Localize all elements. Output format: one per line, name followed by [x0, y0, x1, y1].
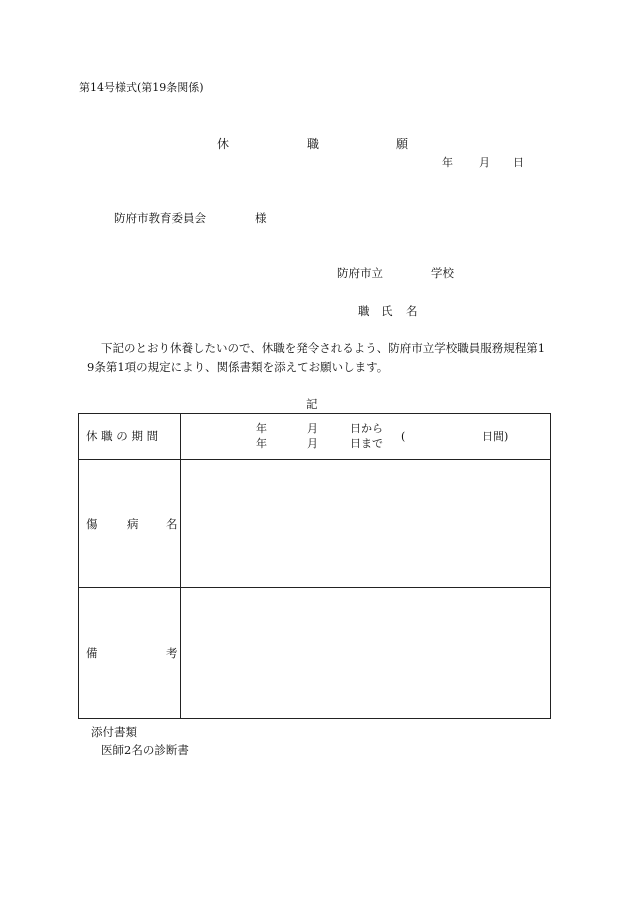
label-cell-leave-period [79, 414, 181, 459]
label-cell-disease-name [79, 460, 181, 587]
remarks-label-char-1: 備 [86, 646, 98, 660]
row-remarks [79, 588, 550, 719]
addressee-line [0, 213, 630, 225]
value-cell-remarks [181, 588, 550, 719]
attachments-heading: 添付書類 [91, 725, 137, 739]
date-line [0, 157, 630, 169]
row-disease-name [79, 460, 550, 588]
period-paren-open: ( [401, 430, 406, 443]
name-label-char-3: 名 [406, 304, 418, 318]
title-char-3: 願 [396, 137, 409, 151]
name-line [0, 306, 630, 318]
document-title [0, 138, 630, 152]
period-to-day: 日まで [350, 437, 383, 450]
label-cell-remarks [79, 588, 181, 719]
period-to-year: 年 [256, 437, 267, 450]
value-cell-leave-period [181, 414, 550, 459]
period-from-year: 年 [256, 422, 267, 435]
date-day-label: 日 [513, 156, 524, 169]
body-text-line-1: 下記のとおり休養したいので、休職を発令されるよう、防府市立学校職員服務規程第1 [101, 341, 546, 355]
disease-label-char-1: 傷 [86, 517, 98, 531]
period-to-month: 月 [307, 437, 318, 450]
body-text-line-2: 9条第1項の規定により、関係書類を添えてお願いします。 [87, 360, 389, 374]
disease-label-char-3: 名 [166, 517, 178, 531]
school-line [0, 268, 630, 280]
period-from-month: 月 [307, 422, 318, 435]
date-month-label: 月 [479, 156, 490, 169]
name-label-char-2: 氏 [381, 304, 393, 318]
record-heading: 記 [306, 397, 318, 411]
period-from-day: 日から [350, 422, 383, 435]
title-char-1: 休 [217, 137, 230, 151]
attachment-item: 医師2名の診断書 [101, 743, 189, 757]
row-leave-period [79, 414, 550, 460]
addressee-honorific: 様 [255, 211, 267, 225]
addressee-name: 防府市教育委員会 [114, 211, 206, 225]
form-number: 第14号様式(第19条関係) [79, 81, 204, 94]
value-cell-disease-name [181, 460, 550, 587]
date-year-label: 年 [442, 156, 453, 169]
record-table [78, 413, 551, 719]
period-days: 日間) [482, 430, 509, 443]
leave-period-label: 休 職 の 期 間 [86, 429, 159, 443]
disease-label-char-2: 病 [127, 517, 139, 531]
school-suffix: 学校 [431, 266, 454, 280]
school-prefix: 防府市立 [337, 266, 383, 280]
name-label-char-1: 職 [358, 304, 370, 318]
remarks-label-char-2: 考 [166, 646, 178, 660]
title-char-2: 職 [307, 137, 320, 151]
